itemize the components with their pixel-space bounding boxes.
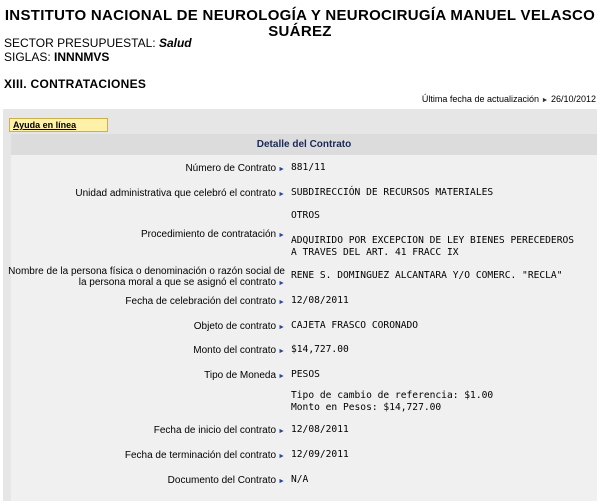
label-signing-date [125, 296, 285, 308]
label-amount [193, 345, 285, 357]
institution-title: INSTITUTO NACIONAL DE NEUROLOGÍA Y NEUROCIRUGÍA MANUEL VELASCO SUÁREZ [4, 7, 596, 40]
label-text: la persona moral a que se asignó el contrato [78, 277, 277, 288]
label-start-date [154, 425, 285, 437]
label-procedure [141, 229, 285, 241]
arrow-right-icon: ► [278, 232, 285, 239]
arrow-right-icon: ► [278, 373, 285, 380]
update-label: Última fecha de actualización [421, 94, 539, 104]
value-procedure-type: OTROS [291, 210, 320, 221]
label-currency [204, 370, 285, 382]
value-contract-number: 881/11 [291, 162, 326, 173]
value-procedure-detail-2: A TRAVES DEL ART. 41 FRACC IX [291, 247, 459, 258]
arrow-right-icon: ► [278, 478, 285, 485]
table-header: Detalle del Contrato [11, 134, 597, 155]
arrow-right-icon: ► [278, 428, 285, 435]
value-admin-unit: SUBDIRECCIÓN DE RECURSOS MATERIALES [291, 187, 494, 198]
label-text: Fecha de inicio del contrato [153, 425, 277, 436]
sector-value: Salud [158, 36, 192, 50]
sector-label: SECTOR PRESUPUESTAL: [4, 36, 156, 50]
section-title: XIII. CONTRATACIONES [4, 77, 147, 91]
value-end-date: 12/09/2011 [291, 449, 349, 460]
value-amount: $14,727.00 [291, 344, 349, 355]
label-supplier-name-2 [79, 277, 285, 289]
arrow-right-icon: ► [278, 299, 285, 306]
label-admin-unit [75, 188, 285, 200]
label-text: Fecha de celebración del contrato [125, 296, 277, 307]
arrow-right-icon: ► [278, 166, 285, 173]
label-text: Fecha de terminación del contrato [124, 450, 277, 461]
value-contract-document: N/A [291, 474, 309, 485]
value-supplier-name: RENE S. DOMINGUEZ ALCANTARA Y/O COMERC. "RECLA" [291, 270, 563, 281]
value-contract-object: CAJETA FRASCO CORONADO [291, 320, 419, 331]
label-text: Procedimiento de contratación [140, 229, 277, 240]
value-signing-date: 12/08/2011 [291, 295, 349, 306]
value-amount-pesos: Monto en Pesos: $14,727.00 [291, 402, 442, 413]
label-text: Unidad administrativa que celebró el contrato [75, 188, 277, 199]
label-text: Documento del Contrato [167, 475, 277, 486]
arrow-right-icon: ► [278, 324, 285, 331]
last-update [422, 94, 596, 104]
help-link-button[interactable] [9, 118, 108, 132]
label-text: Objeto de contrato [193, 321, 277, 332]
label-supplier-name-1: Nombre de la persona física o denominación o razón social de [8, 266, 285, 277]
sector-line [4, 37, 192, 50]
label-text: Monto del contrato [193, 345, 277, 356]
label-contract-document [168, 475, 285, 487]
label-text: Número de Contrato [185, 163, 277, 174]
siglas-line [4, 51, 109, 64]
arrow-right-icon: ► [278, 191, 285, 198]
siglas-value: INNNMVS [54, 50, 110, 64]
label-contract-number [185, 163, 285, 175]
arrow-right-icon: ► [278, 348, 285, 355]
value-exchange-rate: Tipo de cambio de referencia: $1.00 [291, 390, 494, 401]
label-contract-object [194, 321, 285, 333]
value-currency: PESOS [291, 369, 320, 380]
value-procedure-detail-1: ADQUIRIDO POR EXCEPCION DE LEY BIENES PERECEDEROS [291, 235, 575, 246]
arrow-right-icon: ► [541, 97, 549, 104]
value-start-date: 12/08/2011 [291, 424, 349, 435]
update-date: 26/10/2012 [550, 94, 596, 104]
help-link-label[interactable]: Ayuda en línea [13, 120, 77, 130]
label-end-date [125, 450, 285, 462]
arrow-right-icon: ► [278, 453, 285, 460]
label-text: Tipo de Moneda [204, 370, 277, 381]
arrow-right-icon: ► [278, 280, 285, 287]
siglas-label: SIGLAS: [4, 50, 51, 64]
